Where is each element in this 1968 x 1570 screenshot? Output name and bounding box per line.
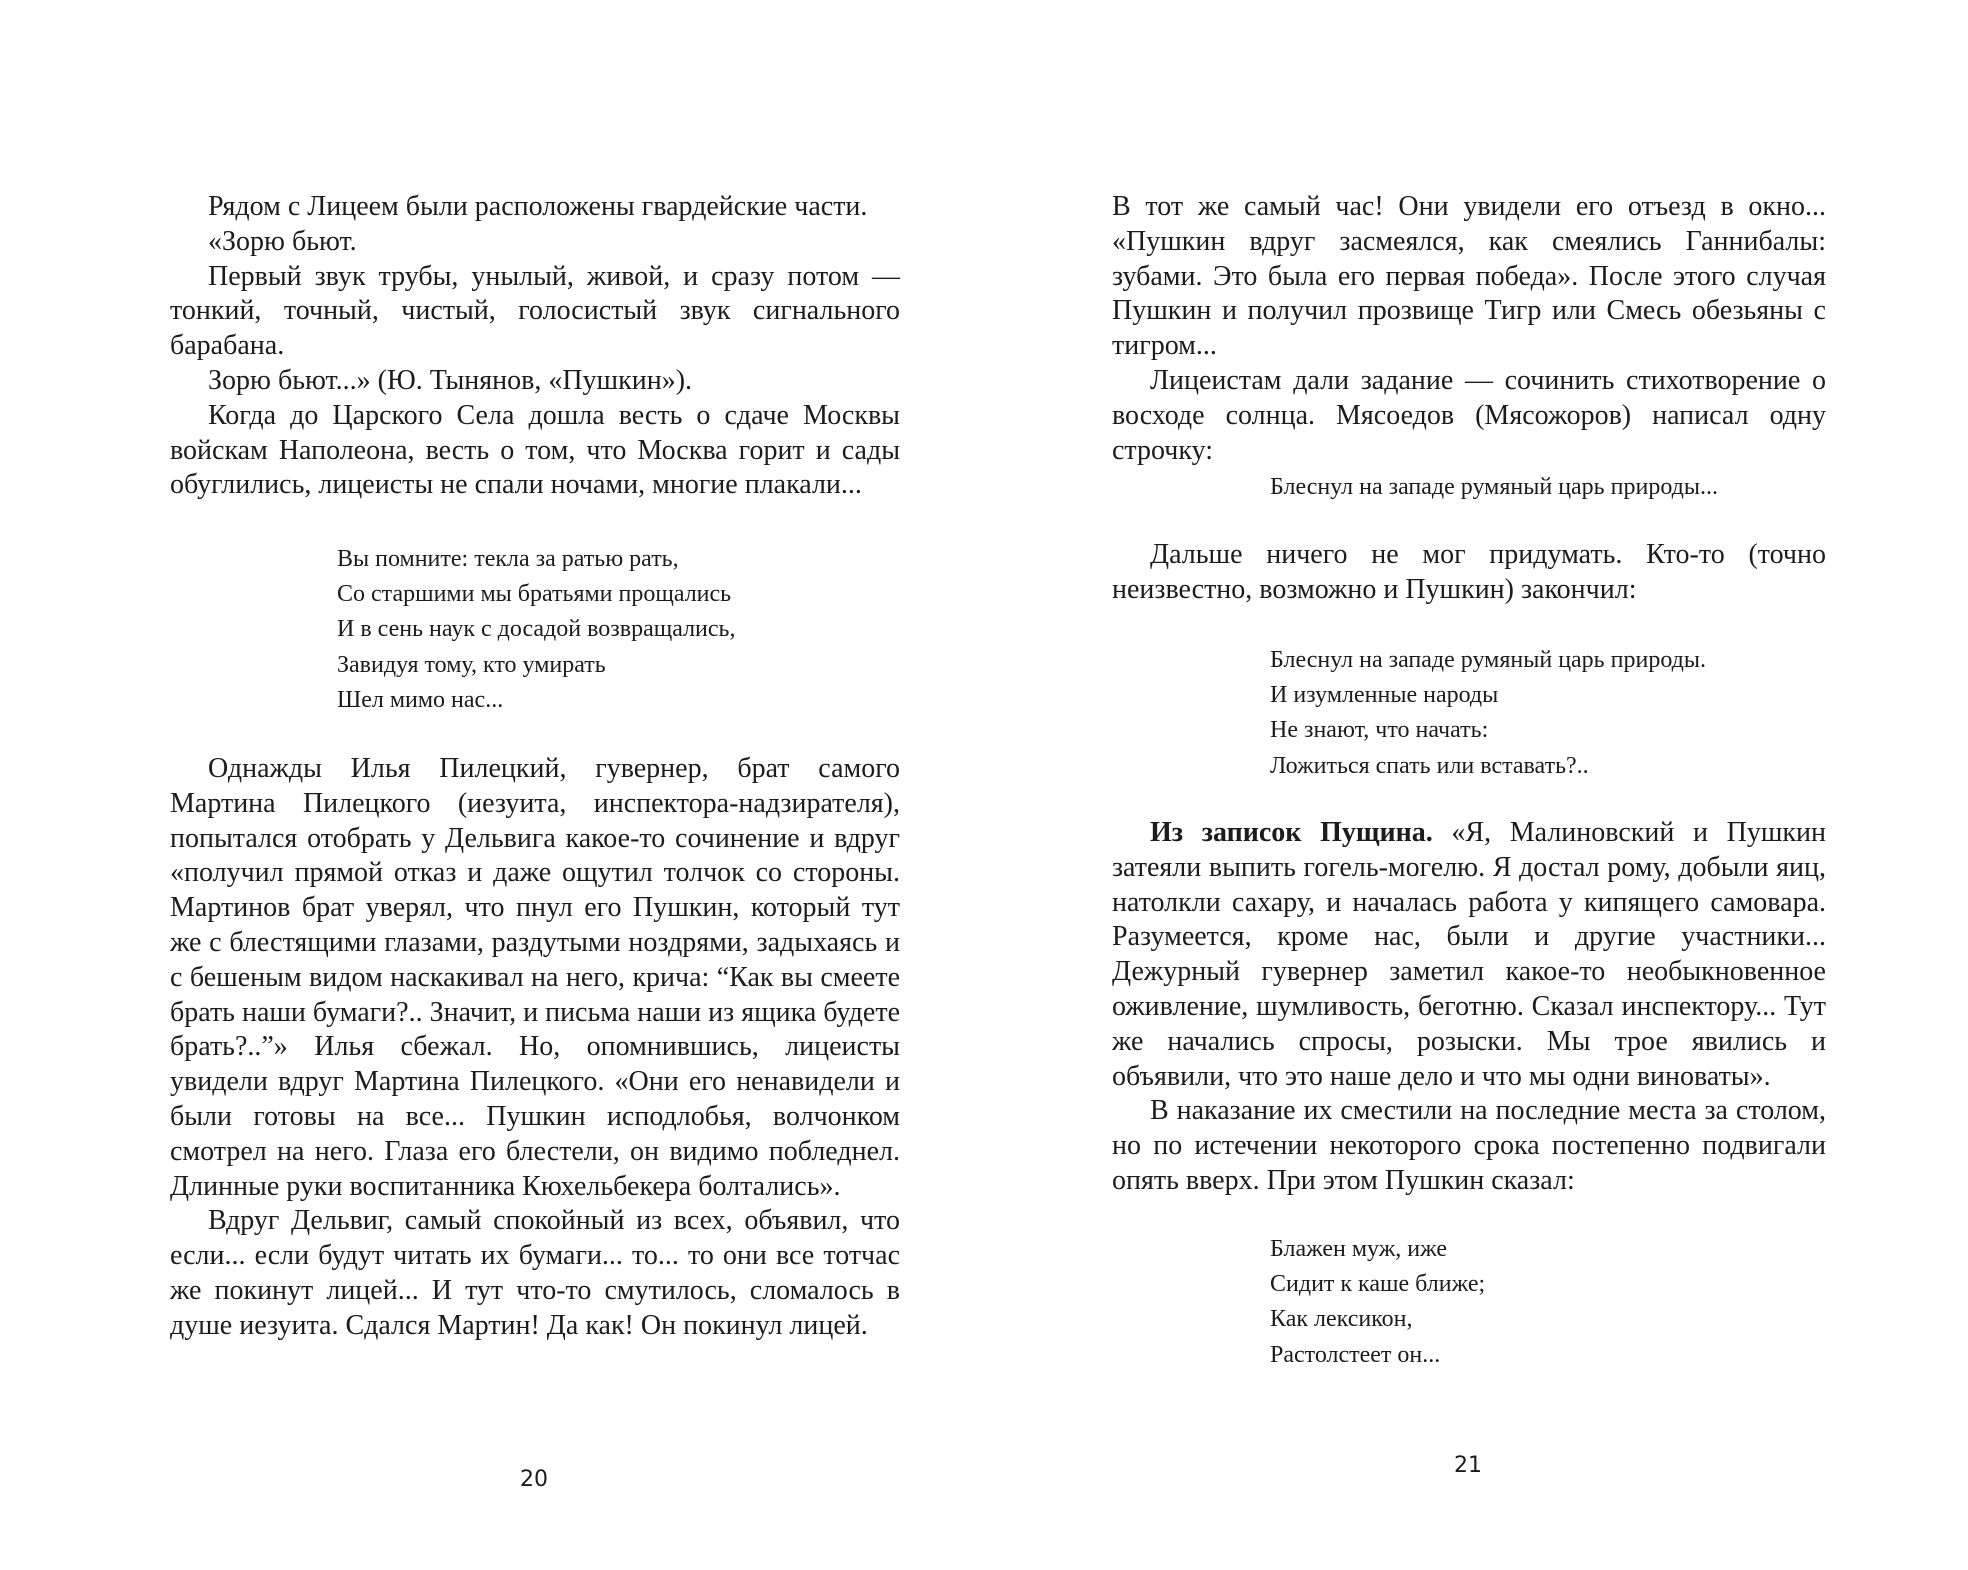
poem-line: Растолстеет он... xyxy=(1270,1341,1441,1368)
paragraph: Рядом с Лицеем были расположены гвардейские части. xyxy=(208,191,868,222)
poem-line: Сидит к каше ближе; xyxy=(1270,1271,1486,1298)
left-text-block-1 xyxy=(170,190,900,503)
right-poem-2 xyxy=(1270,1232,1485,1373)
paragraph: Когда до Царского Села дошла весть о сдаче Москвы войскам Наполеона, весть о том, что Москва горит и сады обуглились, лицеисты не спали ночами, многие плакали... xyxy=(170,399,900,501)
left-poem xyxy=(337,542,736,718)
paragraph: Лицеистам дали задание — сочинить стихотворение о восходе солнца. Мясоедов (Мясожоров) написал одну строчку: xyxy=(1112,364,1826,466)
page-number: 21 xyxy=(1454,1453,1482,1478)
poem-line: Как лексикон, xyxy=(1270,1306,1413,1333)
paragraph: Дальше ничего не мог придумать. Кто-то (точно неизвестно, возможно и Пушкин) закончил: xyxy=(1112,539,1826,605)
paragraph: В наказание их сместили на последние места за столом, но по истечении некоторого срока постепенно подвигали опять вверх. При этом Пушкин сказал: xyxy=(1112,1095,1826,1196)
poem-line: Шел мимо нас... xyxy=(337,686,504,713)
paragraph: «Зорю бьют. xyxy=(208,225,357,257)
page-number: 20 xyxy=(520,1467,548,1492)
right-poem-1 xyxy=(1270,643,1706,784)
left-page xyxy=(170,0,900,1570)
poem-line: Завидуя тому, кто умирать xyxy=(337,651,606,678)
paragraph xyxy=(1112,816,1826,1094)
paragraph: Вдруг Дельвиг, самый спокойный из всех, объявил, что если... если будут читать их бумаги... то... то они все тотчас же покинут лицей... И тут что-то смутилось, сломалось в душе иезуита. Сдался Мартин! Да как! Он покинул лицей. xyxy=(170,1205,900,1341)
right-text-block-1 xyxy=(1112,190,1826,468)
paragraph: В тот же самый час! Они увидели его отъезд в окно... «Пушкин вдруг засмеялся, как смеялись Ганнибалы: зубами. Это была его первая победа». После этого случая Пушкин и получил прозвище Тигр или Смесь обезьяны с тигром... xyxy=(1112,191,1826,362)
poem-line: Блеснул на западе румяный царь природы... xyxy=(1270,474,1718,500)
poem-line: Не знают, что начать: xyxy=(1270,717,1489,744)
poem-line: Блеснул на западе румяный царь природы. xyxy=(1270,647,1706,673)
paragraph: Однажды Илья Пилецкий, гувернер, брат самого Мартина Пилецкого (иезуита, инспектора-надзирателя), попытался отобрать у Дельвига какое-то сочинение и вдруг «получил прямой отказ и даже ощутил толчок со стороны. Мартинов брат уверял, что пнул его Пушкин, который тут же с блестящими глазами, раздутыми ноздрями, задыхаясь и с бешеным видом наскакивал на него, крича: “Как вы смеете брать наши бумаги?.. Значит, и письма наши из ящика будете брать?..”» Илья сбежал. Но, опомнившись, лицеисты увидели вдруг Мартина Пилецкого. «Они его ненавидели и были готовы на все... Пушкин исподлобья, волчонком смотрел на него. Глаза его блестели, он видимо побледнел. Длинные руки воспитанника Кюхельбекера болтались». xyxy=(170,753,900,1202)
right-text-block-3 xyxy=(1112,816,1826,1199)
left-text-block-2 xyxy=(170,752,900,1344)
poem-line: Ложиться спать или вставать?.. xyxy=(1270,752,1589,779)
poem-line: Блажен муж, иже xyxy=(1270,1236,1448,1262)
quote-text: «Я, Малиновский и Пушкин затеяли выпить гогель-могелю. Я достал рому, добыли яиц, натолкли сахару, и началась работа у кипящего самовара. Разумеется, кроме нас, были и другие участники... Дежурный гувернер заметил какое-то необыкновенное оживление, шумливость, беготню. Сказал инспектору... Тут же начались спросы, розыски. Мы трое явились и объявили, что это наше дело и что мы одни виноваты». xyxy=(1112,817,1826,1092)
paragraph: Первый звук трубы, унылый, живой, и сразу потом — тонкий, точный, чистый, голосистый звук сигнального барабана. xyxy=(170,260,900,362)
poem-line: Со старшими мы братьями прощались xyxy=(337,581,732,608)
poem-line: И изумленные народы xyxy=(1270,682,1499,709)
paragraph: Зорю бьют...» (Ю. Тынянов, «Пушкин»). xyxy=(208,364,693,396)
poem-line: И в сень наук с досадой возвращались, xyxy=(337,616,736,643)
right-text-block-2 xyxy=(1112,538,1826,608)
right-page xyxy=(1112,0,1826,1570)
right-quote xyxy=(1270,470,1718,505)
poem-line: Вы помните: текла за ратью рать, xyxy=(337,546,679,572)
section-heading: Из записок Пущина. xyxy=(1150,817,1433,848)
